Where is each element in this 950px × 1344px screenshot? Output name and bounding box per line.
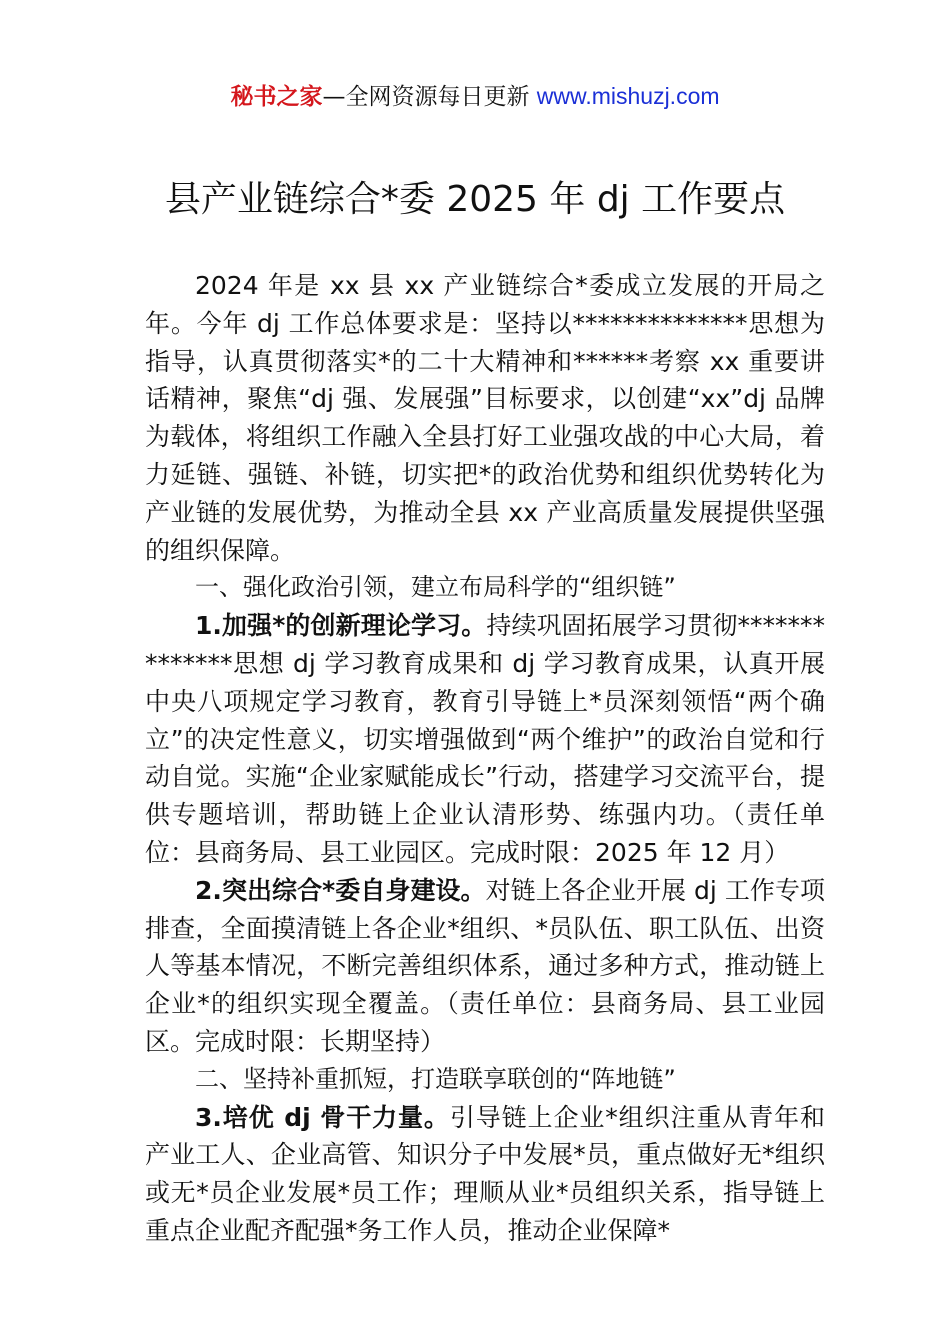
section-heading-1: 一、强化政治引领，建立布局科学的“组织链” [195, 573, 676, 602]
site-brand: 秘书之家 [230, 84, 323, 110]
item-paragraph-1 [145, 607, 825, 872]
section-heading-2: 二、坚持补重抓短，打造联享联创的“阵地链” [195, 1064, 676, 1093]
item-text-3: 引导链上企业*组织注重从青年和产业工人、企业高管、知识分子中发展*员，重点做好无*组织或无*员企业发展*员工作；理顺从业*员组织关系，指导链上重点企业配齐配强*务工作人员，推动企业保障* [145, 1102, 825, 1245]
intro-paragraph: 2024 年是 xx 县 xx 产业链综合*委成立发展的开局之年。今年 dj 工作总体要求是：坚持以**************思想为指导，认真贯彻落实*的二十大精神和******考察 xx 重要讲话精神，聚焦“dj 强、发展强”目标要求，以创建“xx”dj 品牌为载体，将组织工作融入全县打好工业强攻战的中心大局，着力延链、强链、补链，切实把*的政治优势和组织优势转化为产业链的发展优势，为推动全县 xx 产业高质量发展提供坚强的组织保障。 [145, 271, 825, 565]
item-lead-3: 3.培优 dj 骨干力量。 [195, 1102, 450, 1132]
document-title: 县产业链综合*委 2025 年 dj 工作要点 [164, 179, 786, 220]
document-body [145, 267, 825, 1250]
site-header [0, 80, 950, 113]
item-lead-2: 2.突出综合*委自身建设。 [195, 875, 486, 905]
item-paragraph-2 [145, 872, 825, 1061]
item-text-1: 持续巩固拓展学习贯彻**************思想 dj 学习教育成果和 dj 学习教育成果，认真开展中央八项规定学习教育，教育引导链上*员深刻领悟“两个确立”的决定性意义，切实增强做到“两个维护”的政治自觉和行动自觉。实施“企业家赋能成长”行动，搭建学习交流平台，提供专题培训，帮助链上企业认清形势、练强内功。（责任单位：县商务局、县工业园区。完成时限：2025 年 12 月） [145, 611, 825, 867]
item-text-2: 对链上各企业开展 dj 工作专项排查，全面摸清链上各企业*组织、*员队伍、职工队伍、出资人等基本情况，不断完善组织体系，通过多种方式，推动链上企业*的组织实现全覆盖。（责任单位：县商务局、县工业园区。完成时限：长期坚持） [145, 875, 826, 1056]
site-url-link[interactable]: www.mishuzj.com [536, 83, 720, 109]
item-paragraph-3 [145, 1099, 825, 1250]
site-tagline: —全网资源每日更新 [322, 84, 530, 110]
item-lead-1: 1.加强*的创新理论学习。 [195, 611, 487, 641]
